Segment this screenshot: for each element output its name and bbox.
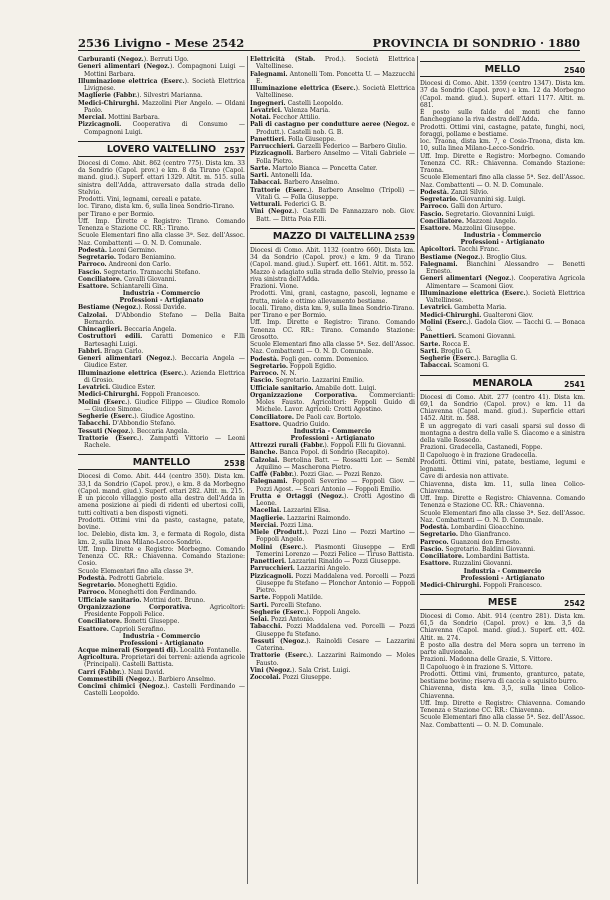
directory-entry: Conciliatore. De Paoli cav. Bortolo. [250,413,362,421]
directory-entry: Segretario. Todaro Beniamino. [78,254,176,261]
description-text: per Tirano e per Bormio. [78,210,155,218]
description-text: Scuole Elementari fino alla classe 3ª. Sez. dell'Assoc. Naz. Combattenti — O. N. D. Comunale. [78,232,245,247]
directory-entry: Merciai. Pozzi Lina. [250,521,314,529]
description-text: Scuole Elementari fino alla classe 3ª. Sez. dell'Assoc. Naz. Combattenti — O. N. D. Comunale. [420,509,585,524]
town-name: LOVERO VALTELLINO [106,143,217,155]
description-text: Prodotti. Vini, legnami, cereali e patate. [78,196,202,203]
directory-entry: Miele (Produtt.). Pozzi Lino — Pozzi Martino — Foppoli Angelo. [250,529,415,544]
directory-entry: Segretario. Dho Gianfranco. [420,531,511,539]
column-1 [78,56,245,884]
description-text: Prodotti. Vini, grani, castagno, pascoli, legname e frutta, miele e ottimo allevamento bestiame. [250,290,415,305]
description-text: Diocesi di Como. Abit. 1359 (centro 1347). Dista km. 37 da Sondrio (Capol. prov.) e km. 12 da Morbegno (Capol. mand. giud.). Superf. ettari 1177. Altit. m. 681. [420,80,585,109]
directory-entry: Tessuti (Negoz.). Beccaria Angela. [78,427,190,435]
directory-entry: Segretario. Giovannini sig. Luigi. [420,196,526,203]
description-text: È un aggregato di vari casali sparsi sul dosso di montagna a destra della valle S. Giacomo e a sinistra della valle Rossedo. [420,422,585,444]
directory-entry: Illuminazione elettrica (Eserc.). Società Elettrica Valtellinese. [250,85,415,100]
directory-entry: Tabaccai. Barbero Anselmo. [250,179,340,187]
directory-entry: Ingegneri. Castelli Leopoldo. [250,99,344,107]
directory-entry: Molini (Eserc.). Giudice Filippo — Giudice Romolo — Giudice Simone. [78,398,245,413]
directory-entry: Acque minerali (Sorgenti di). Località Fontanelle. [78,646,242,654]
description-text: È posto sulle falde del monti che fanno fiancheggiano la riva destra dell'Adda. [420,109,585,124]
directory-entry: Pizzicagnoli. Barbero Anselmo — Vitali Gabriele — Folla Pietro. [250,150,415,165]
description-text: Diocesi di Como. Abit. 914 (centro 281). Dista km. 61,5 da Sondrio (Capol. prov.) e km. 3,5 da Chiavenna (Capol. mand. giud.). Superf. ett. 402. Altit. m. 274. [420,612,585,642]
directory-entry: Podestà. Leoni Germino. [78,246,157,254]
description-text: Scuole Elementari fino alla classe 5ª. Sez. dell'Assoc. Naz. Combattenti — O. N. D. Comunale. [250,341,415,356]
description-text: Frazioni. Gradecella, Castanedi, Foppe. [420,444,543,452]
directory-entry: Ufficiale sanitario. Amabile dott. Luigi. [250,384,377,392]
directory-entry: Panettieri. Scamoni Giovanni. [420,333,516,341]
directory-entry: Carri (Fabbr.). Nani David. [78,668,165,676]
directory-entry: Costruttori edili. Caratti Domenico e F.lli Bartesaghi Luigi. [78,333,245,348]
directory-entry: Calzolai. Bertolina Batt. — Rossatti Lor. — Sembl Aquilino — Mascherona Pietro. [250,456,415,471]
town-code: 2542 [564,598,585,608]
directory-entry: Apicoltori. Tacchi Franc. [420,246,500,254]
description-text: Uff. Imp. Dirette e Registro: Morbegno. Comando Tenenza CC. RR.: Chiavenna. Comando Stazione: Cosio. [78,545,245,568]
directory-entry: Sarti. Porcelli Stefano. [250,601,322,609]
directory-entry: Fascio. Segretario. Baldini Giovanni. [420,545,536,553]
directory-entry: Elettricità (Stab. Prod.). Società Elettrica Valtellinese. [250,56,415,71]
column-3 [420,56,585,884]
town-name: MANTELLO [132,457,191,469]
description-text: Frazioni. Vione. [250,283,299,290]
directory-entry: Vetturali. Federici G. B. [250,201,327,208]
directory-entry: Levatrici. Gambetta Maria. [420,304,507,312]
directory-entry: Tessuti (Negoz.). Rainoldi Cesare — Lazzarini Caterina. [250,637,415,652]
header-left: 2536 Livigno - Mese 2542 [78,36,245,50]
directory-entry: Tabaccai. Scamoni G. [420,362,489,370]
directory-entry: Fascio. Segretario. Lazzarini Emilio. [250,377,364,385]
directory-entry: Segretario. Foppoli Egidio. [250,362,337,370]
section-heading: Industria - Commercio [122,290,201,298]
description-text: Prodotti. Ottimi vini, patate, bestiame, legumi e legnami. [420,458,585,473]
directory-entry: Medici-Chirurghi. Gualteroni Giov. [420,311,534,319]
directory-entry: Ufficiale sanitario. Mottini dott. Bruno. [78,596,206,604]
directory-entry: Segherie (Eserc.). Foppoli Angelo. [250,608,361,616]
description-text: locali. Tirano, dista km. 9, sulla linea Sondrio-Tirano. [250,304,415,312]
description-text: Chiavenna, dista km. 11, sulla linea Colico-Chiavenna. [420,480,585,495]
description-text: Mazzo è adagiato sulla strada dello Stelvio, presso la riva sinistra dell'Adda. [250,268,415,283]
town-code: 2537 [224,145,245,155]
directory-entry: Conciliatore. Cavalli Giovanni. [78,275,177,283]
directory-entry: Frutta e Ortaggi (Negoz.). Crotti Agostino di Leone. [250,492,415,507]
description-text: Uff. Imp. Dirette e Registro: Chiavenna. Comando Tenenza e Stazione CC. RR.: Chiavenna. [420,699,585,714]
description-text: Diocesi di Como. Abit. 444 (centro 350). Dista km. 33,1 da Sondrio (Capol. prov.), e km. 8 da Morbegno (Capol. mand. giud.). Superf. ettari 282. Altit. m. 215. [78,473,245,495]
description-text: Frazioni. Madonna delle Grazie, S. Vittore. [420,656,553,664]
town-code: 2540 [564,66,585,75]
directory-entry: Medici-Chirurghi. Foppoli Francesco. [420,581,542,589]
directory-entry: Fabbri. Braga Carlo. [78,347,144,355]
directory-entry: Attrezzi rurali (Fabbr.). Foppoli F.lli fu Giovanni. [250,442,406,449]
directory-entry: Parroco. Andreoni don Carlo. [78,261,171,269]
directory-entry: Organizzazione Corporativa. Agricoltori: Presidente Foppoli Felice. [78,603,245,618]
directory-entry: Podestà. Zanzi Silvio. [420,188,489,196]
directory-entry: Vini (Negoz.). Sala Crist. Luigi. [250,666,351,674]
town-name: MELLO [484,64,521,75]
directory-entry: Mercial. Mottini Barbara. [78,114,160,121]
directory-entry: Esattore. Mazzolini Giuseppe. [420,225,516,232]
section-heading: Professioni - Artigianato [460,239,545,247]
section-heading: Professioni - Artigianato [119,639,204,647]
description-text: È posto alla destra del Mera sopra un terreno in parte alluvionale. [420,641,585,656]
directory-entry: Fascio. Segretario. Giovannini Luigi. [420,210,535,218]
description-text: Chiavenna, dista km. 3,5, sulla linea Colico-Chiavenna. [420,685,585,700]
directory-entry: Tabacchi. D'Abbondio Stefano. [78,420,176,428]
description-text: loc. Traona, dista km. 7, e Cosio-Traona, dista km. 10, sulla linea Milano-Lecco-Sondrio. [420,138,585,153]
directory-entry: Esattore. Schiantarelli Gina. [78,283,169,290]
directory-entry: Tabacchi. Pozzi Maddalena ved. Porcelli — Pozzi Giuseppe fu Stefano. [250,623,415,638]
town-name: MAZZO DI VALTELLINA [272,230,393,242]
town-code: 2539 [394,232,415,242]
directory-entry: Bestiame (Negoz.). Rossi Davide. [78,304,187,312]
header-right: PROVINCIA DI SONDRIO · 1880 [372,36,580,50]
section-heading: Professioni - Artigianato [119,297,204,305]
description-text: È un piccolo villaggio posto alla destra dell'Adda in amena posizione ai piedi di ridenti ed ubertosi colli, tutti coltivati a ben disposti vigneti. [78,495,245,517]
directory-entry: Illuminazione elettrica (Eserc.). Società Elettrica Valtellinese. [420,289,585,304]
directory-entry: Concimi chimici (Negoz.). Castelli Ferdinando — Castelli Leopoldo. [78,683,245,698]
directory-entry: Segherie (Eserc.). Giudice Agostino. [78,413,195,420]
town-heading [420,375,585,391]
description-text: per Tirano e per Bormio. [250,312,327,319]
directory-entry: Trattorie (Eserc.). Barbero Anselmo (Tripoli) — Vitali G. — Folla Giuseppe. [250,186,415,201]
directory-entry: Panettieri. Folla Giuseppe. [250,135,336,143]
directory-entry: Pizzicagnoli. Cooperativa di Consumo — Compagnoni Luigi. [78,121,245,136]
directory-entry: Fascio. Segretario. Tramacchi Stefano. [78,268,201,276]
directory-entry: Maglierie. Lazzarini Raimondo. [250,514,351,522]
town-code: 2538 [224,459,245,469]
directory-entry: Falegnami. Antonelli Tom. Poncetta U. — Mazzucchi E. [250,70,415,85]
directory-entry: Agricoltura. Proprietari dei terreni: azienda agricole (Principali). Castelli Battista. [78,654,245,669]
section-heading: Industria - Commercio [463,232,542,240]
directory-entry: Selai. Pozzi Antonio. [250,616,315,623]
directory-entry: Macellai. Lazzarini Elisa. [250,507,331,515]
directory-entry: Illuminazione elettrica (Eserc.). Società Elettrica Livignese. [78,77,245,92]
section-heading: Industria - Commercio [122,632,201,640]
directory-entry: Bestiame (Negoz.). Broglio Gius. [420,253,527,261]
description-text: Diocesi di Como. Abit. 277 (centro 41). Dista km. 69,1 da Sondrio (Capol. prov.) e km. 11 da Chiavenna (Capol. mand. giud.). Superficie ettari 1452. Altit. m. 588. [420,393,585,423]
directory-entry: Sarti. Broglio G. [420,347,472,355]
directory-entry: Chincaglieri. Beccaria Angela. [78,326,177,333]
section-heading: Industria - Commercio [463,567,542,575]
description-text: Diocesi di Como. Abit. 1132 (centro 660). Dista km. 34 da Sondrio (Capol. prov.) e km. 9 da Tirano (Capol. mand. giud.). Superf. ett. 1661. Altit. m. 552. [250,246,415,269]
directory-entry: Sarti. Antonelli Ida. [250,172,313,179]
directory-entry: Sarte. Martolo Bianca — Poncetta Cater. [250,164,378,172]
description-text: Uff. Imp. Dirette e Registro: Tirano. Comando Tenenza CC. RR.: Tirano. Comando Stazione: Grosotto. [250,319,415,341]
directory-entry: Generi alimentari (Negoz.). Cooperativa Agricola Alimentare — Scamoni Giov. [420,275,585,290]
directory-entry: Molini (Eserc.). Piasmonti Giuseppe — Erdl Temerini Lorenzo — Pozzi Felice — Tiruso Battista. [250,543,415,558]
description-text: Prodotti. Ottimi vini, castagne, patate, funghi, noci, foraggi, pollame e bestiame. [420,123,585,138]
description-text: Uff. Imp. Dirette e Registro: Morbegno. Comando Tenenza CC. RR.: Chiavenna. Comando Stazione: Traona. [420,152,585,174]
town-heading [420,594,585,610]
description-text: Il Capoluogo è in frazione Gradecella. [420,451,538,459]
page-header [78,36,580,51]
directory-entry: Esattore. Quadrio Guido. [250,420,330,428]
section-heading: Professioni - Artigianato [460,574,545,582]
directory-entry: Illuminazione elettrica (Eserc.). Azienda Elettrica di Grosio. [78,369,245,384]
directory-entry: Podestà. Pedrotti Gabriele. [78,574,164,582]
description-text: Scuole Elementari fino alla classe 5ª. Sez. dell'Assoc. Naz. Combattenti — O. N. D. Comunale. [420,714,585,729]
town-name: MENAROLA [472,377,533,389]
town-heading [78,454,245,470]
description-text: Scuole Elementari fino alla classe 3ª. [78,567,194,575]
directory-entry: Medici-Chirurghi. Mazzolini Pier Angelo. — Oldani Paolo. [78,99,245,114]
directory-entry: Zoccolai. Pozzi Giuseppe. [250,674,332,681]
directory-entry: Segretario. Moneghetti Egidio. [78,582,178,589]
directory-entry: Maglierie (Fabbr.). Silvestri Marianna. [78,92,203,100]
directory-entry: Pali di castagno per condutture aeree (Negoz. e Produtt.). Castelli nob. G. B. [250,121,415,136]
section-heading: Industria - Commercio [293,428,372,435]
description-text: Scuole Elementari fino alla classe 5ª. Sez. dell'Assoc. Naz. Combattenti — O. N. D. Comunale. [420,174,585,189]
directory-entry: Banche. Banca Popol. di Sondrio (Recapito). [250,449,390,457]
directory-entry: Levatrici. Valenza Maria. [250,106,331,114]
directory-entry: Sarte. Rocca E. [420,340,470,348]
town-heading [78,141,245,157]
column-divider [247,56,248,884]
directory-entry: Podestà. Fogli gen. comm. Domenico. [250,355,369,363]
directory-entry: Commestibili (Negoz.). Barbiero Anselmo. [78,675,216,683]
directory-entry: Parrucchieri. Lazzarini Angelo. [250,565,351,573]
directory-entry: Conciliatore. Bonetti Giuseppe. [78,618,180,626]
directory-entry: Parrucchieri. Garzelli Federico — Barbero Giulio. [250,143,407,150]
directory-entry: Sarte. Foppoli Matilde. [250,594,323,602]
directory-entry: Conciliatore. Mazzoni Angelo. [420,217,518,225]
directory-entry: Falegnami. Foppoli Severino — Foppoli Giov. — Pozzi Agost. — Scari Antonio — Foppoli Emilio. [250,478,415,493]
directory-entry: Carburanti (Negoz.). Berruti Ugo. [78,56,189,63]
description-text: loc. Delebio, dista km. 3, e fermata di Rogolo, dista km. 2, sulla linea Milano-Lecco-Sondrio. [78,531,245,546]
directory-entry: Conciliatore. Lombardini Battista. [420,553,530,560]
directory-entry: Parroco. Moneghetti don Ferdinando. [78,589,197,597]
directory-entry: Esattore. Caprioli Serafino. [78,625,166,633]
directory-entry: Parroco. Galli don Arturo. [420,203,503,211]
directory-entry: Parroco. N. N. [250,370,297,377]
directory-entry: Caffè (Fabbr.). Pozzi Giac. — Pozzi Renzo. [250,471,383,478]
directory-entry: Vini (Negoz.). Castelli De Fannazzaro nob. Giov. Batt. — Ditta Poia F.lli. [250,208,415,223]
town-heading [250,228,415,244]
directory-entry: Medici-Chirurghi. Foppoli Francesco. [78,391,200,399]
directory-entry: Panettieri. Lazzarini Rinaldo — Pozzi Giuseppe. [250,558,401,565]
description-text: Uff. Imp. Dirette e Registro: Tirano. Comando Tenenza e Stazione CC. RR.: Tirano. [78,217,245,232]
town-code: 2541 [564,379,585,389]
directory-entry: Falegnami. Bianchini Alessandro — Benetti Ernesto. [420,260,585,275]
description-text: Prodotti. Ottimi vini da pasto, castagne, patate, bovine. [78,516,245,531]
description-text: Prodotti. Ottimi vini, frumento, granturco, patate, bestiame bovino; riserva di caccia e squisito burro. [420,670,585,685]
section-heading: Professioni - Artigianato [290,435,375,442]
directory-entry: Organizzazione Corporativa. Commercianti: Moles Fausto. Agricoltori: Foppoli Guido di Michele. Lavor. Agricoli: Crotti Agostino. [250,391,415,414]
description-text: Uff. Imp. Dirette e Registro: Chiavenna. Comando Tenenza e Stazione CC. RR.: Chiavenna. [420,495,585,510]
town-heading [420,61,585,77]
directory-entry: Trattorie (Eserc.). Zampatti Vittorio — Leoni Rachele. [78,434,245,449]
column-divider [417,56,418,884]
town-name: MESE [487,596,518,608]
directory-entry: Levatrici. Giudice Ester. [78,384,156,391]
directory-entry: Generi alimentari (Negoz.). Compagnoni Luigi — Mottini Barbara. [78,63,245,78]
directory-entry: Parroco. Guanzoni don Ernesto. [420,538,522,546]
description-text: loc. Tirano, dista km. 6, sulla linea Sondrio-Tirano. [78,203,235,211]
directory-entry: Segherie (Eserc.). Baraglia G. [420,355,518,362]
description-text: Il Capoluogo è in frazione S. Vittore. [420,663,533,671]
directory-entry: Generi alimentari (Negoz.). Beccaria Angela — Giudice Ester. [78,355,245,370]
directory-entry: Trattorie (Eserc.). Lazzarini Raimondo — Moles Fausto. [250,652,415,667]
description-text: Cave di ardesia non attivate. [420,473,509,481]
description-text: Diocesi di Como. Abit. 862 (centro 775). Dista km. 33 da Sondrio (Capol. prov.) e km. 8 da Tirano (Capol. mand. giud.). Superf. ettari 1329. Altit. m. 515. sulla sinistra dell'Adda, attraversato dalla strada dello Stelvio. [78,159,245,196]
directory-entry: Esattore. Ruzzalini Giovanni. [420,560,513,568]
directory-entry: Podestà. Lombardini Gioacchino. [420,524,525,531]
column-2 [250,56,415,884]
directory-entry: Pizzicagnoli. Pozzi Maddalena ved. Porcelli — Pozzi Giuseppe fu Stefano — Plonchor Antonio — Foppoli Pietro. [250,572,415,594]
directory-entry: Molini (Eserc.). Gadola Giov. — Tacchi G. — Bonaca G. [420,318,585,333]
directory-entry: Calzolai. D'Abbondio Stefano — Della Baita Bernardo. [78,311,245,326]
directory-entry: Notai. Fecchor Attilio. [250,114,321,121]
